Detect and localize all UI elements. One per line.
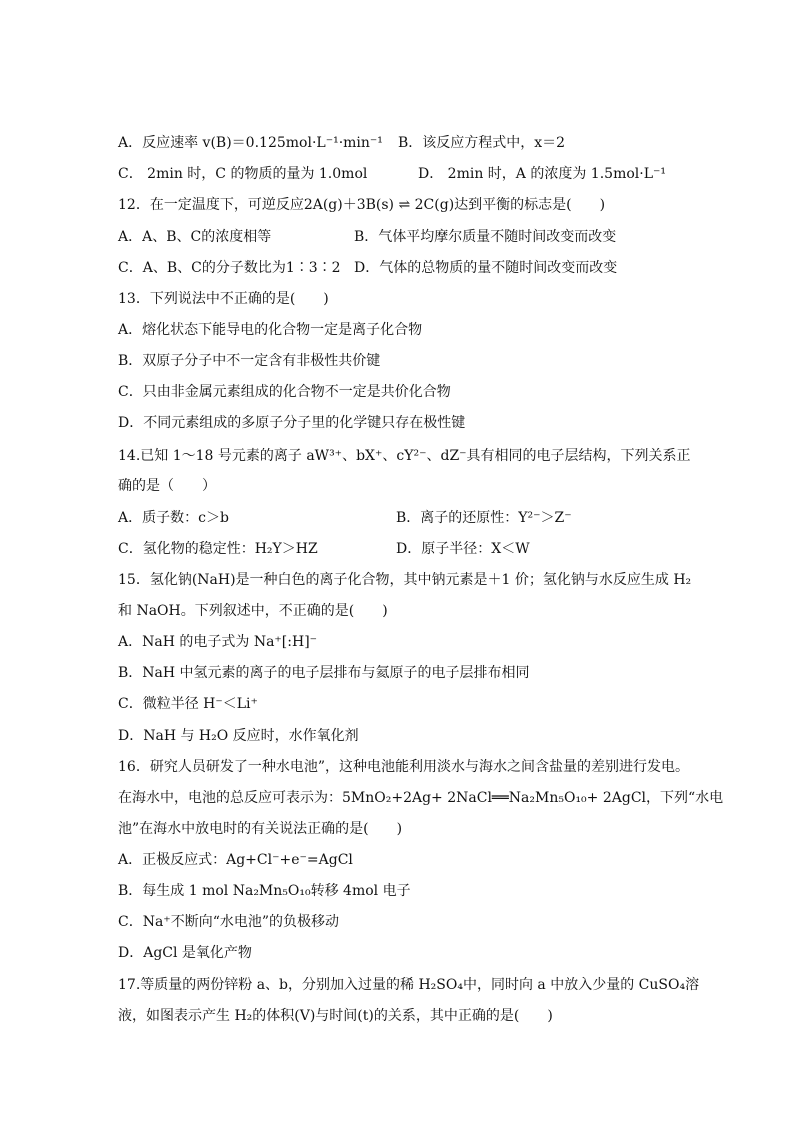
q15-option-c: C．微粒半径 H⁻＜Li⁺ [118, 696, 258, 712]
q13-option-a: A．熔化状态下能导电的化合物一定是离子化合物 [118, 322, 423, 338]
q16-stem-line3: 池”在海水中放电时的有关说法正确的是( ) [118, 821, 403, 837]
q16-option-a: A．正极反应式：Ag+Cl⁻+e⁻=AgCl [118, 852, 353, 868]
q13-option-c: C．只由非金属元素组成的化合物不一定是共价化合物 [118, 384, 451, 400]
q12-option-d: D．气体的总物质的量不随时间改变而改变 [354, 260, 618, 276]
q14-option-d: D．原子半径：X＜W [396, 541, 530, 557]
q16-option-d: D．AgCl 是氧化产物 [118, 945, 252, 961]
q15-stem-line1: 15．氢化钠(NaH)是一种白色的离子化合物，其中钠元素是＋1 价；氢化钠与水反应生成 H₂ [118, 572, 692, 588]
q14-stem-line2: 确的是（ ） [118, 478, 216, 494]
q15-option-a: A．NaH 的电子式为 Na⁺[:H]⁻ [118, 634, 318, 650]
q17-stem-line1: 17.等质量的两份锌粉 a、b，分别加入过量的稀 H₂SO₄中，同时向 a 中放入少量的 CuSO₄溶 [118, 977, 700, 993]
q13-option-b: B．双原子分子中不一定含有非极性共价键 [118, 353, 381, 369]
q12-option-b: B．气体平均摩尔质量不随时间改变而改变 [354, 229, 617, 245]
q13-stem: 13．下列说法中不正确的是( ) [118, 291, 329, 307]
q15-option-d: D．NaH 与 H₂O 反应时，水作氧化剂 [118, 728, 359, 744]
q11-option-a: A．反应速率 v(B)＝0.125mol·L⁻¹·min⁻¹ [118, 135, 383, 151]
q12-option-a: A．A、B、C的浓度相等 [118, 229, 272, 245]
q11-option-d: D． 2min 时，A 的浓度为 1.5mol·L⁻¹ [418, 166, 667, 182]
q16-option-b: B．每生成 1 mol Na₂Mn₅O₁₀转移 4mol 电子 [118, 883, 411, 899]
q14-stem-line1: 14.已知 1～18 号元素的离子 aW³⁺、bX⁺、cY²⁻、dZ⁻具有相同的电子层结构，下列关系正 [118, 448, 691, 464]
q11-option-b: B．该反应方程式中，x＝2 [398, 135, 566, 151]
q15-stem-line2: 和 NaOH。下列叙述中，不正确的是( ) [118, 603, 388, 619]
q16-stem-line1: 16．研究人员研发了一种水电池”，这种电池能利用淡水与海水之间含盐量的差别进行发电。 [118, 759, 689, 775]
q12-stem: 12．在一定温度下，可逆反应2A(g)＋3B(s) ⇌ 2C(g)达到平衡的标志是( ) [118, 197, 606, 213]
q15-option-b: B．NaH 中氢元素的离子的电子层排布与氦原子的电子层排布相同 [118, 665, 530, 681]
q16-option-c: C．Na⁺不断向“水电池”的负极移动 [118, 914, 340, 930]
q16-stem-line2: 在海水中，电池的总反应可表示为：5MnO₂+2Ag+ 2NaCl══Na₂Mn₅O₁₀+ 2AgCl，下列“水电 [118, 790, 724, 806]
q17-stem-line2: 液，如图表示产生 H₂的体积(V)与时间(t)的关系，其中正确的是( ) [118, 1008, 553, 1024]
q14-option-b: B．离子的还原性：Y²⁻＞Z⁻ [396, 510, 572, 526]
q14-option-c: C．氢化物的稳定性：H₂Y＞HZ [118, 541, 318, 557]
q14-option-a: A．质子数：c＞b [118, 510, 229, 526]
q13-option-d: D．不同元素组成的多原子分子里的化学键只存在极性键 [118, 415, 466, 431]
q12-option-c: C．A、B、C的分子数比为1∶3∶2 [118, 260, 341, 276]
q11-option-c: C． 2min 时，C 的物质的量为 1.0mol [118, 166, 368, 182]
